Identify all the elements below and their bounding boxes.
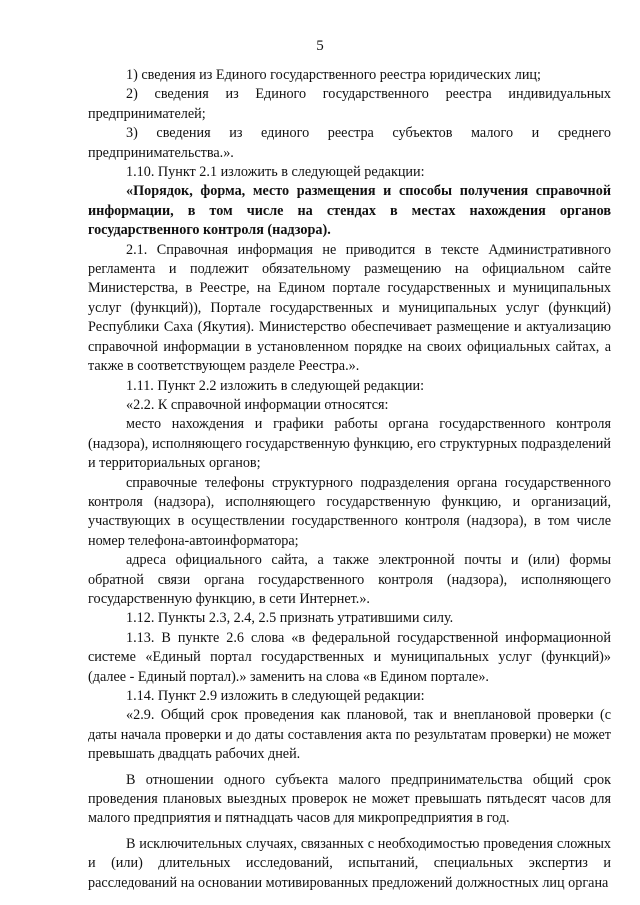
clause-1-12: 1.12. Пункты 2.3, 2.4, 2.5 признать утратившими силу. bbox=[126, 610, 454, 627]
paragraph-exceptional-cases: В исключительных случаях, связанных с необходимостью проведения сложных и (или) длительных исследований, испытаний, специальных экспертиз и расследований на основании мотивированных предложений должностных лиц органа bbox=[88, 835, 611, 891]
reference-item-location: место нахождения и графики работы органа государственного контроля (надзора), исполняющего государственную функцию, его структурных подразделений и территориальных органов; bbox=[88, 416, 611, 472]
clause-1-13: 1.13. В пункте 2.6 слова «в федеральной государственной информационной системе «Единый портал государственных и муниципальных услуг (функций)» (далее - Единый портал).» заменить на слова «в Едином портале». bbox=[88, 629, 611, 685]
clause-1-14: 1.14. Пункт 2.9 изложить в следующей редакции: bbox=[126, 688, 425, 704]
clause-1-10: 1.10. Пункт 2.1 изложить в следующей редакции: bbox=[126, 164, 425, 181]
list-item-3: 3) сведения из единого реестра субъектов малого и среднего предпринимательства.». bbox=[88, 125, 611, 161]
reference-item-addresses: адреса официального сайта, а также электронной почты и (или) формы обратной связи органа государственного контроля (надзора), исполняющего государственную функцию, в сети Интернет.». bbox=[88, 552, 611, 607]
paragraph-small-business: В отношении одного субъекта малого предпринимательства общий срок проведения плановых выездных проверок не может превышать пятьдесят часов для малого предприятия и пятнадцать часов для микропредприятия в год. bbox=[88, 771, 611, 827]
document-body bbox=[88, 66, 611, 893]
list-item-1: 1) сведения из Единого государственного реестра юридических лиц; bbox=[126, 67, 541, 83]
paragraph-2-2: «2.2. К справочной информации относятся: bbox=[126, 396, 389, 413]
list-item-2: 2) сведения из Единого государственного реестра индивидуальных предпринимателей; bbox=[88, 86, 611, 122]
section-heading: «Порядок, форма, место размещения и способы получения справочной информации, в том числе на стендах в местах нахождения органов государственного контроля (надзора). bbox=[88, 183, 611, 239]
clause-1-11: 1.11. Пункт 2.2 изложить в следующей редакции: bbox=[126, 377, 425, 394]
reference-item-phones: справочные телефоны структурного подразделения органа государственного контроля (надзора), исполняющего государственную функцию, и организаций, участвующих в осуществлении государственного контроля (надзора), в том числе номер телефона-автоинформатора; bbox=[88, 474, 611, 549]
page-number: 5 bbox=[316, 38, 324, 54]
paragraph-2-9: «2.9. Общий срок проведения как плановой, так и внеплановой проверки (с даты начала проверки и до даты составления акта по результатам проверки) не может превышать двадцать рабочих дней. bbox=[88, 707, 611, 763]
paragraph-2-1: 2.1. Справочная информация не приводится в тексте Административного регламента и подлежит обязательному размещению на официальном сайте Министерства, в Реестре, на Едином портале государственных и муниципальных услуг (функций)), Портале государственных и муниципальных услуг (функций) Республики Саха (Якутия). Министерство обеспечивает размещение и актуализацию справочной информации в установленном порядке на своих официальных сайтах, а также в соответствующем разделе Реестра.». bbox=[88, 241, 611, 375]
